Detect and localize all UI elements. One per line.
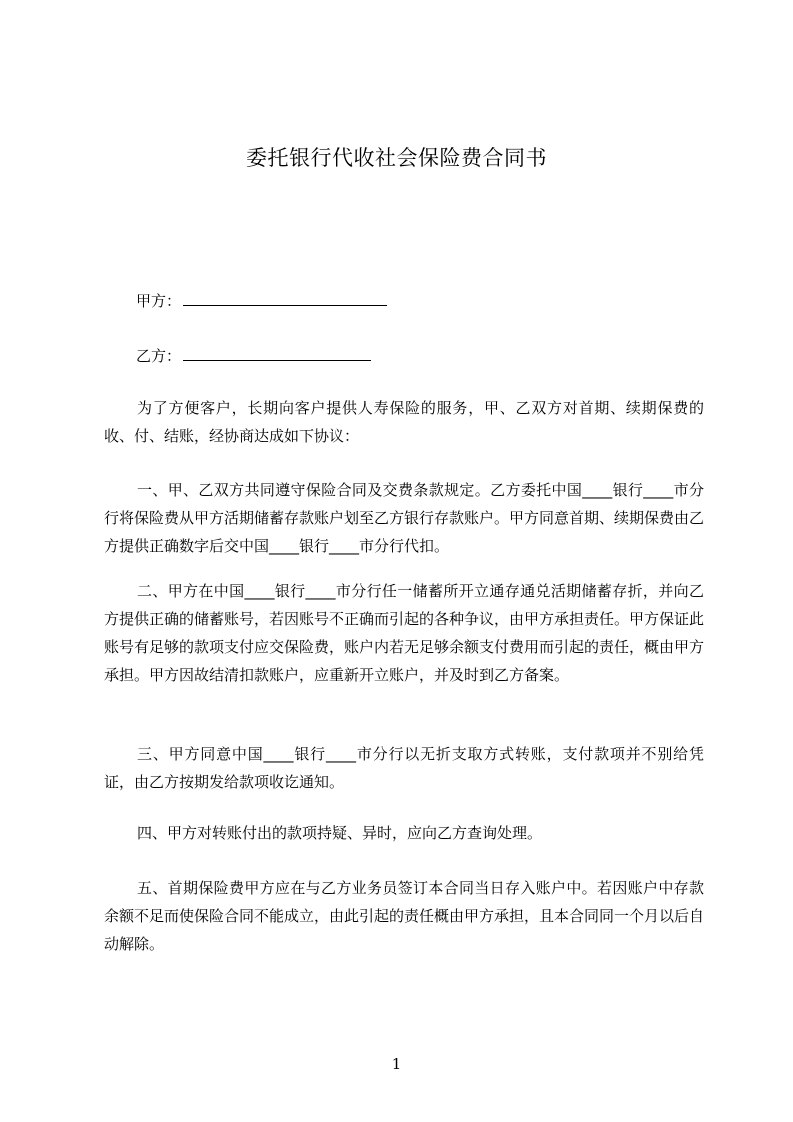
- paragraph-intro: 为了方便客户，长期向客户提供人寿保险的服务，甲、乙双方对首期、续期保费的收、付、结账，经协商达成如下协议：: [104, 399, 704, 445]
- paragraph-clause-5: 五、首期保险费甲方应在与乙方业务员签订本合同当日存入账户中。若因账户中存款余额不足而使保险合同不能成立，由此引起的责任概由甲方承担，且本合同同一个月以后自动解除。: [104, 879, 705, 953]
- document-title: 委托银行代收社会保险费合同书: [246, 146, 547, 170]
- party-b-line: [136, 345, 371, 366]
- paragraph-clause-3: 三、甲方同意中国____银行____市分行以无折支取方式转账，支付款项并不别给凭证，由乙方按期发给款项收讫通知。: [104, 745, 704, 791]
- party-a-blank: [183, 291, 387, 306]
- party-a-line: [136, 290, 387, 311]
- party-b-label: 乙方：: [136, 347, 182, 365]
- party-a-label: 甲方：: [136, 292, 182, 310]
- paragraph-clause-1: 一、甲、乙双方共同遵守保险合同及交费条款规定。乙方委托中国____银行____市分行将保险费从甲方活期储蓄存款账户划至乙方银行存款账户。甲方同意首期、续期保费由乙方提供正确数字后交中国____银行____市分行代扣。: [104, 481, 705, 555]
- paragraph-clause-4: 四、甲方对转账付出的款项持疑、异时，应向乙方查询处理。: [137, 824, 543, 842]
- paragraph-clause-2: 二、甲方在中国____银行____市分行任一储蓄所开立通存通兑活期储蓄存折，并向乙方提供正确的储蓄账号，若因账号不正确而引起的各种争议，由甲方承担责任。甲方保证此账号有足够的款项支付应交保险费，账户内若无足够余额支付费用而引起的责任，概由甲方承担。甲方因故结清扣款账户，应重新开立账户，并及时到乙方备案。: [104, 582, 705, 684]
- party-b-blank: [183, 346, 371, 361]
- page-number: 1: [391, 1055, 402, 1073]
